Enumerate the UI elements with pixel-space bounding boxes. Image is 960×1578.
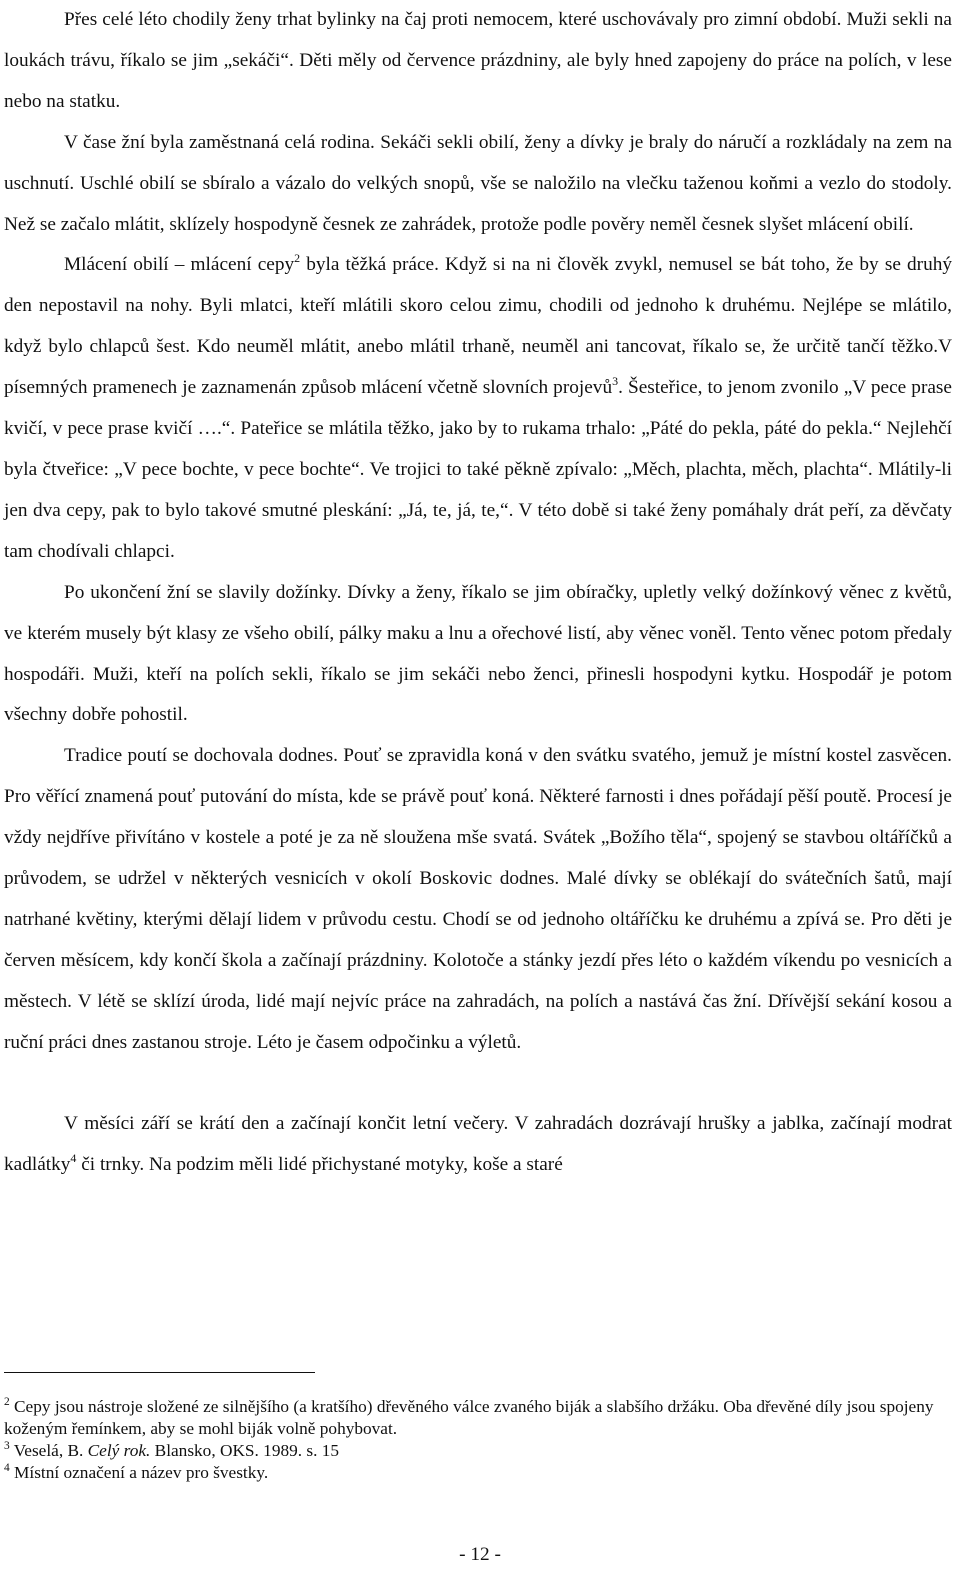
footnote-ref-2[interactable]: 2 [294,251,301,266]
footnote-ref-4[interactable]: 4 [70,1151,77,1166]
footnote-2 [4,1396,952,1440]
paragraph-5: Tradice poutí se dochovala dodnes. Pouť se zpravidla koná v den svátku svatého, jemuž je místní kostel zasvěcen. Pro věřící znamená pouť putování do místa, kde se právě pouť koná. Některé farnosti i dnes pořádají pěší poutě. Procesí je vždy nejdříve přivítáno v kostele a poté je za ně sloužena mše svatá. Svátek „Božího těla“, spojený se stavbou oltáříčků a průvodem, se udržel v některých vesnicích v okolí Boskovic dodnes. Malé dívky se oblékají do svátečních šatů, mají natrhané květiny, kterými dělají lidem v průvodu cestu. Chodí se od jednoho oltáříčku ke druhému a zpívá se. Pro děti je červen měsícem, kdy končí škola a začínají prázdniny. Kolotoče a stánky jezdí přes léto o každém víkendu po vesnicích a městech. V létě se sklízí úroda, lidé mají nejvíc práce na zahradách, na polích a nastává čas žní. Dřívější sekání kosou a ruční práci dnes zastanou stroje. Léto je časem odpočinku a výletů. [4,745,952,1053]
paragraph-1: Přes celé léto chodily ženy trhat bylinky na čaj proti nemocem, které uschovávaly pro zimní období. Muži sekli na loukách trávu, říkalo se jim „sekáči“. Děti měly od července prázdniny, ale byly hned zapojeny do práce na polích, v lese nebo na statku. [4,9,952,112]
page-number: - 12 - [459,1544,501,1565]
footnote-text: Cepy jsou nástroje složené ze silnějšího (a kratšího) dřevěného válce zvaného biják a slabšího držáku. Oba dřevěné díly jsou spojeny koženým řemínkem, aby se mohl biják volně pohybovat. [4,1397,934,1438]
footnote-3: $^3$ Veselá, B. Celý rok. Blansko, OKS. 1989. s. 15 [4,1439,340,1460]
footnote-separator [4,1372,315,1373]
paragraph-3: Mlácení obilí – mlácení cepy$^2$ byla těžká práce. Když si na ni člověk zvykl, nemusel se bát toho, že by se druhý den nepostavil na nohy. Byli mlatci, kteří mlátili skoro celou zimu, chodili od jednoho k druhému. Nejlépe se mlátilo, když bylo chlapců šest. Kdo neuměl mlátit, anebo mlátil trhaně, neuměl ani tancovat, říkalo se, že určitě tančí těžko.V písemných pramenech je zaznamenán způsob mlácení včetně slovních projevů$^3$. Šesteřice, to jenom zvonilo „V pece prase kvičí, v pece prase kvičí ….“. Pateřice se mlátila těžko, jako by to rukama trhalo: „Páté do pekla, páté do pekla.“ Nejlehčí byla čtveřice: „V pece bochte, v pece bochte“. Ve trojici to také pěkně zpívalo: „Měch, plachta, měch, plachta“. Mlátily-li jen dva cepy, pak to bylo takové smutné pleskání: „Já, te, já, te,“. V této době si také ženy pomáhaly drát peří, za děvčaty tam chodívali chlapci. [4,251,952,562]
book-title: Celý rok. [87,1441,151,1460]
footnote-number: 3 [4,1439,10,1452]
footnote-4 [4,1462,952,1484]
footnote-number: 4 [4,1461,10,1474]
footnote-text: Místní označení a název pro švestky. [14,1463,269,1482]
paragraph-6: V měsíci září se krátí den a začínají končit letní večery. V zahradách dozrávají hrušky a jablka, začínají modrat kadlátky$^4$ či trnky. Na podzim měli lidé přichystané motyky, koše a staré [4,1113,952,1176]
footnote-number: 2 [4,1395,10,1408]
footnotes [4,1396,952,1484]
footnote-ref-3[interactable]: 3 [612,374,619,389]
paragraph-4: Po ukončení žní se slavily dožínky. Dívky a ženy, říkalo se jim obíračky, upletly velký dožínkový věnec z květů, ve kterém musely být klasy ze všeho obilí, pálky maku a lnu a ořechové listí, aby věnec voněl. Tento věnec potom předaly hospodáři. Muži, kteří na polích sekli, říkalo se jim sekáči nebo ženci, přinesli hospodyni kytku. Hospodář je potom všechny dobře pohostil. [4,581,952,726]
body-text [4,0,952,1186]
paragraph-2: V čase žní byla zaměstnaná celá rodina. Sekáči sekli obilí, ženy a dívky je braly do náručí a rozkládaly na zem na uschnutí. Uschlé obilí se sbíralo a vázalo do velkých snopů, vše se naložilo na vlečku taženou koňmi a vezlo do stodoly. Než se začalo mlátit, sklízely hospodyně česnek ze zahrádek, protože podle pověry neměl česnek slyšet mlácení obilí. [4,131,952,235]
